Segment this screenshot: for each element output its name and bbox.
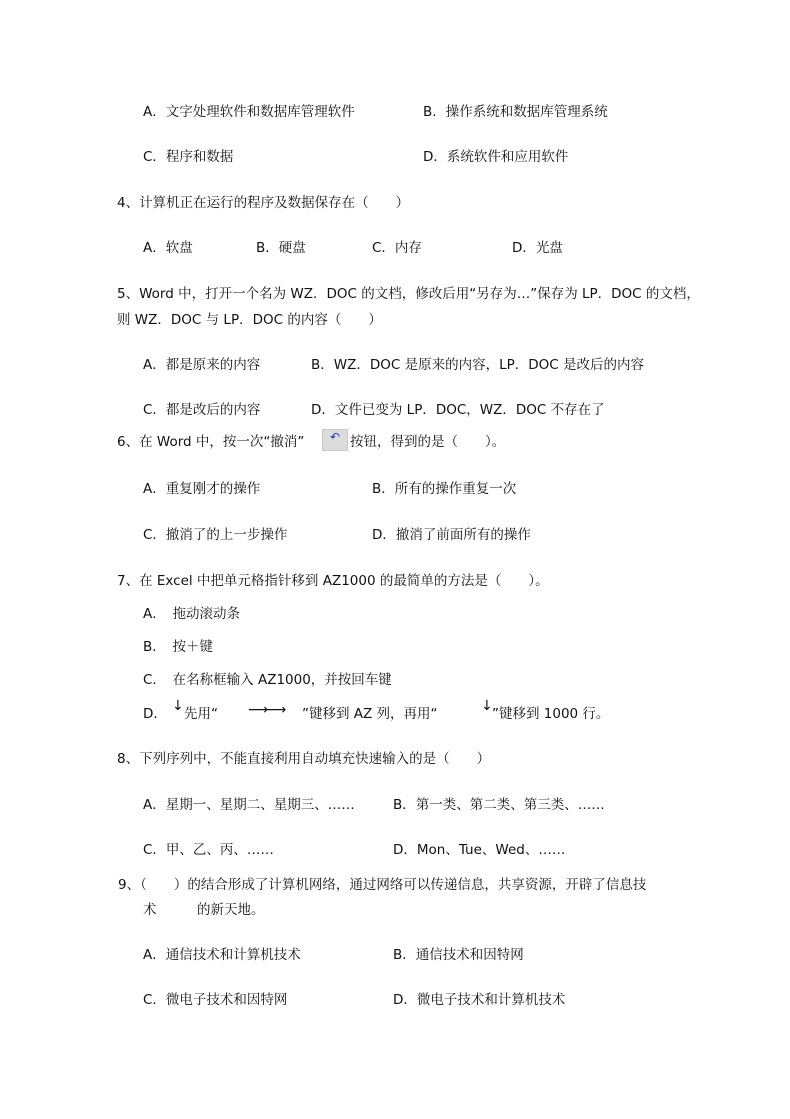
q7-option-d-label: D． <box>143 706 167 722</box>
q6-option-b: B．所有的操作重复一次 <box>372 481 517 497</box>
q9-stem-line1: 9、（ ）的结合形成了计算机网络，通过网络可以传递信息，共享资源，开辟了信息技 <box>118 877 647 893</box>
q8-option-d: D．Mon、Tue、Wed、…… <box>393 842 566 858</box>
right-arrows-icon: ⟶⟶ <box>248 702 285 718</box>
q4-option-c: C．内存 <box>372 240 422 256</box>
q7-stem: 7、在 Excel 中把单元格指针移到 AZ1000 的最简单的方法是（ ）。 <box>117 573 549 589</box>
q7-option-b: B． 按＋键 <box>143 639 214 655</box>
q6-stem-pre: 6、在 Word 中，按一次“撤消” <box>117 434 305 450</box>
q8-option-b: B．第一类、第二类、第三类、…… <box>393 797 605 813</box>
q3-option-b: B．操作系统和数据库管理系统 <box>423 104 608 120</box>
down-arrow-icon: ↓ <box>172 698 184 714</box>
q7-option-a: A． 拖动滚动条 <box>143 606 240 622</box>
q9-option-a: A．通信技术和计算机技术 <box>143 947 301 963</box>
q5-option-a: A．都是原来的内容 <box>143 357 261 373</box>
q6-stem-post: 按钮，得到的是（ ）。 <box>350 434 506 450</box>
undo-icon: ↶ <box>322 429 348 451</box>
q3-option-d: D．系统软件和应用软件 <box>423 149 569 165</box>
q4-option-b: B．硬盘 <box>256 240 306 256</box>
q9-option-b: B．通信技术和因特网 <box>393 947 524 963</box>
q4-option-d: D．光盘 <box>512 240 563 256</box>
q8-stem: 8、下列序列中，不能直接利用自动填充快速输入的是（ ） <box>117 751 491 767</box>
q3-option-a: A．文字处理软件和数据库管理软件 <box>143 104 355 120</box>
down-arrow-icon: ↓ <box>481 698 493 714</box>
q5-option-c: C．都是改后的内容 <box>143 402 261 418</box>
q7-option-d-part1: 先用“ <box>184 706 218 722</box>
q4-option-a: A．软盘 <box>143 240 193 256</box>
q3-option-c: C．程序和数据 <box>143 149 234 165</box>
q7-option-c: C． 在名称框输入 AZ1000，并按回车键 <box>143 672 392 688</box>
q8-option-a: A．星期一、星期二、星期三、…… <box>143 797 355 813</box>
q5-option-d: D．文件已变为 LP．DOC，WZ．DOC 不存在了 <box>311 402 605 418</box>
q6-option-c: C．撤消了的上一步操作 <box>143 527 288 543</box>
q6-option-a: A．重复刚才的操作 <box>143 481 261 497</box>
q7-option-d-part3: ”键移到 1000 行。 <box>492 706 610 722</box>
q5-option-b: B．WZ．DOC 是原来的内容，LP．DOC 是改后的内容 <box>311 357 644 373</box>
q6-option-d: D．撤消了前面所有的操作 <box>372 527 531 543</box>
q4-stem: 4、计算机正在运行的程序及数据保存在（ ） <box>117 195 410 211</box>
q9-option-c: C．微电子技术和因特网 <box>143 992 288 1008</box>
q5-stem-line2: 则 WZ．DOC 与 LP．DOC 的内容（ ） <box>117 312 382 328</box>
q9-stem-line2: 术 的新天地。 <box>143 902 265 918</box>
q9-option-d: D．微电子技术和计算机技术 <box>393 992 566 1008</box>
q5-stem-line1: 5、Word 中，打开一个名为 WZ．DOC 的文档，修改后用“另存为…”保存为 LP．DOC 的文档， <box>117 286 700 302</box>
q7-option-d-part2: ”键移到 AZ 列，再用“ <box>302 706 438 722</box>
q8-option-c: C．甲、乙、丙、…… <box>143 842 274 858</box>
